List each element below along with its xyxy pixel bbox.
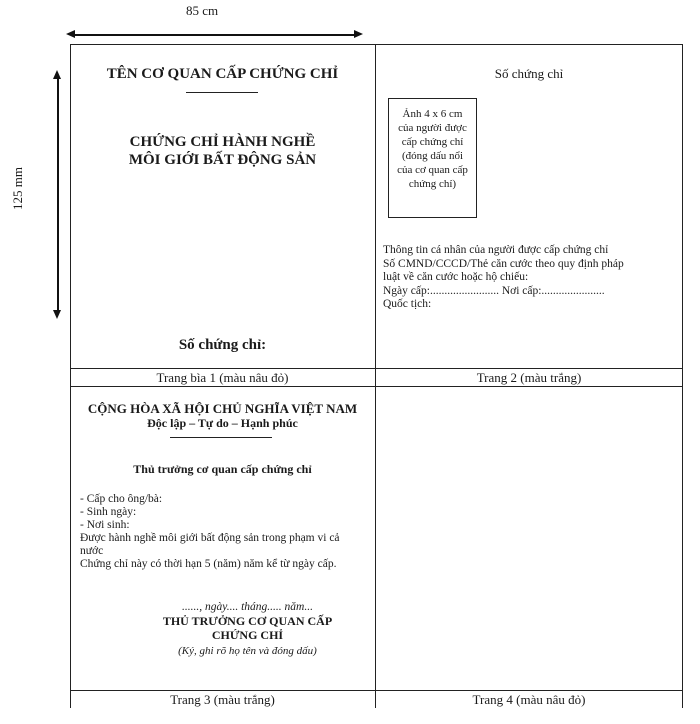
photo-placeholder-text-line: của người được xyxy=(398,122,467,134)
certificate-detail-line: Được hành nghề môi giới bất động sản trong phạm vi cả xyxy=(80,532,340,544)
motto-underline xyxy=(170,437,272,438)
certificate-detail-line: - Sinh ngày: xyxy=(80,506,137,518)
personal-info-line: luật về căn cước hoặc hộ chiếu: xyxy=(383,271,529,283)
page-4-caption: Trang 4 (màu nâu đỏ) xyxy=(472,692,586,707)
signatory-title-line-2: CHỨNG CHỈ xyxy=(211,628,284,642)
width-dimension-label: 85 cm xyxy=(186,3,219,18)
personal-info-line: Thông tin cá nhân của người được cấp chứng chỉ xyxy=(383,244,609,256)
certificate-detail-line: - Nơi sinh: xyxy=(80,519,130,531)
photo-placeholder-text-line: của cơ quan cấp xyxy=(397,164,468,176)
page-1-caption: Trang bìa 1 (màu nâu đỏ) xyxy=(156,370,289,385)
photo-placeholder xyxy=(388,98,477,218)
issuing-authority-heading: Thủ trưởng cơ quan cấp chứng chỉ xyxy=(133,462,312,476)
photo-placeholder-text-line: Ảnh 4 x 6 cm xyxy=(402,108,463,120)
republic-heading: CỘNG HÒA XÃ HỘI CHỦ NGHĨA VIỆT NAM xyxy=(87,401,358,416)
signature-note: (Ký, ghi rõ họ tên và đóng dấu) xyxy=(178,645,317,657)
signatory-title-line-1: THỦ TRƯỞNG CƠ QUAN CẤP xyxy=(162,614,333,628)
photo-placeholder-text-line: cấp chứng chỉ xyxy=(401,136,464,148)
certificate-details-block xyxy=(80,493,340,571)
personal-info-line: Số CMND/CCCD/Thẻ căn cước theo quy định pháp xyxy=(383,257,624,270)
certificate-number-label: Số chứng chỉ xyxy=(494,66,564,81)
photo-placeholder-text-line: (đóng dấu nổi xyxy=(401,150,464,162)
personal-info-line: Ngày cấp:........................ Nơi cấp:...................... xyxy=(383,284,605,297)
title-underline xyxy=(186,92,258,93)
certificate-title-line-1: CHỨNG CHỈ HÀNH NGHỀ xyxy=(129,134,316,150)
certificate-title-line-2: MÔI GIỚI BẤT ĐỘNG SẢN xyxy=(128,152,317,168)
photo-placeholder-text-line: chứng chỉ) xyxy=(408,178,457,190)
certificate-detail-line: - Cấp cho ông/bà: xyxy=(80,493,163,505)
national-motto: Độc lập – Tự do – Hạnh phúc xyxy=(147,416,298,430)
issuing-authority-name: TÊN CƠ QUAN CẤP CHỨNG CHỈ xyxy=(106,66,339,82)
personal-info-block xyxy=(383,244,624,312)
personal-info-line: Quốc tịch: xyxy=(383,298,432,310)
page-3-caption: Trang 3 (màu trắng) xyxy=(170,692,275,707)
certificate-detail-line: Chứng chỉ này có thời hạn 5 (năm) năm kể từ ngày cấp. xyxy=(80,558,337,570)
height-dimension-label: 125 mm xyxy=(10,167,25,210)
page-2-caption: Trang 2 (màu trắng) xyxy=(476,370,582,385)
certificate-number-label: Số chứng chỉ: xyxy=(178,337,267,353)
certificate-detail-line: nước xyxy=(80,545,104,557)
issue-date-line: ......, ngày.... tháng..... năm... xyxy=(182,601,313,613)
